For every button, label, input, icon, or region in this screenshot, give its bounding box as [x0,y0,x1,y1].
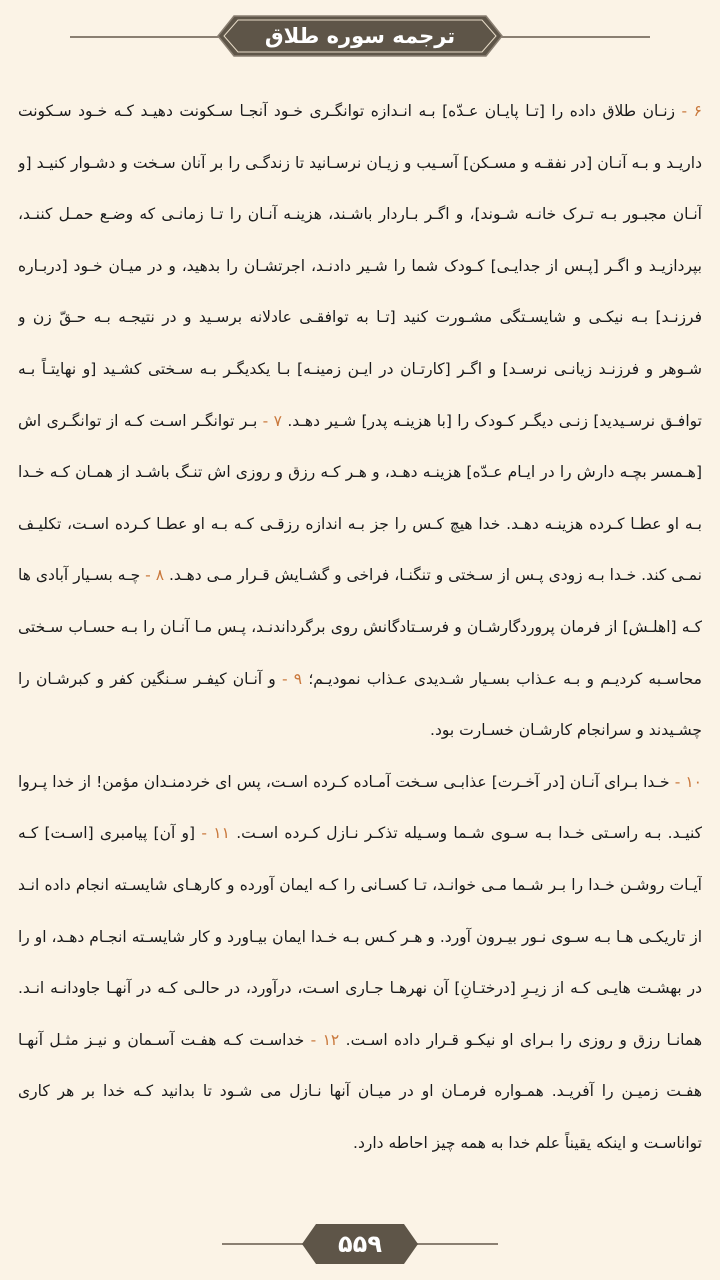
verse-number: ۹ - [281,669,303,688]
page-number-badge [300,1222,420,1266]
verse-number: ۶ - [681,102,702,120]
header-divider-left [70,36,220,38]
verse-text: خـدا بـرای آنـان [در آخـرت] عذابـی سـخت آمـاده کـرده اسـت، پس ای خردمنـدان مؤمن! از خدا پـروا کنیـد. بـه راسـتی خـدا بـه سـوی شـما وسـیله تذکـر نـازل کـرده اسـت. [18,772,702,843]
verse-text: زنـان طلاق داده را [تـا پایـان عـدّه] بـه انـدازه توانگـری خـود آنجـا سـکونت دهیـد کـه خـود سـکونت داریـد و بـه آنـان [در نفقـه و مسـکن] آسـیب و زیـان نرسـانید تا زندگـی را بر آنان سـخت و دشـوار کنیـد [و آنـان مجبـور بـه تـرک خانـه شـوند]، و اگـر بـاردار باشـند، هزینـه آنـان را تـا زمانـی که وضـع حمـل کننـد، بپردازیـد و اگـر [پـس از جدایـی] کـودک شما را شـیر دادنـد، اجرتشـان را بدهید، و در میـان خـود [دربـاره فرزنـد] بـه نیکـی و شایسـتگی مشـورت کنید [تـا به توافقـی عادلانه برسـید و در نتیجـه بـه حـقّ زن و شـوهر و فرزنـد زیانـی نرسـد] و اگـر [کارتـان در ایـن زمینـه] بـا یکدیگـر بـه سـختی کشـید [و نهایتـاً بـه توافـق نرسـیدید] زنـی دیگـر کـودک را [با هزینـه پدر] شـیر دهـد. [18,102,702,430]
verse-number: ۷ - [262,411,282,430]
verse-text: و آنـان کیفـر سـنگین کفر و کبرشـان را چشـیدند و سرانجام کارشـان خسـارت بود. [18,669,702,740]
page-number: ۵۵۹ [338,1230,382,1258]
verse-text: [و آن] پیامبری [اسـت] کـه آیـات روشـن خـدا را بـر شـما مـی خوانـد، تـا کسـانی را کـه ایمان آورده و کارهـای شایسـته انجام داده انـد از تاریکـی هـا بـه سـوی نـور بیـرون آورد. و هـر کـس بـه خـدا ایمان بیـاورد و کار شایسـته انجـام دهـد، او را در بهشـت هایـی کـه از زیـرِ [درختـانِ] آن نهرهـا جـاری اسـت، درآورد، در حالـی کـه در آنهـا جاودانـه انـد. همانـا رزق و روزی را بـرای او نیکـو قـرار داده اسـت. [18,824,702,1049]
footer [0,1222,720,1266]
verse-text: بـر توانگـر اسـت کـه از توانگـری اش [هـمسر بچـه دارش را در ایـام عـدّه] هزینـه دهـد، و هـر کـه رزق و روزی اش تنـگ باشـد از همـان کـه خـدا بـه او عطـا کـرده هزینـه دهـد. خدا هیچ کـس را جز بـه اندازه رزقـی کـه بـه او عطـا کـرده اسـت، تکلیـف نمـی کند. خـدا بـه زودی پـس از سـختی و تنگنـا، فراخی و گشـایش قـرار مـی دهـد. [18,411,702,585]
footer-divider-right [408,1243,498,1245]
verse-text: چـه بسـیار آبادی ها کـه [اهلـش] از فرمان پروردگارشـان و فرسـتادگانش روی برگرداندنـد، پـس مـا آنـان را بـه حسـاب سـختی محاسـبه کردیـم و بـه عـذاب بسـیار شـدیدی عـذاب نمودیـم؛ [18,566,702,688]
verse-text: خداسـت کـه هفـت آسـمان و نیـز مثـل آنهـا هفـت زمیـن را آفریـد. همـواره فرمـان او در میـان آنها نـازل می شـود تا بدانید کـه خدا بر هر کاری تواناسـت و اینکه یقیناً علم خدا به همه چیز احاطه دارد. [18,1030,702,1152]
translation-text [18,86,702,1196]
verse-number: ۱۲ - [310,1030,340,1049]
footer-divider-left [222,1243,312,1245]
header-divider-right [500,36,650,38]
verse-number: ۱۱ - [201,824,230,843]
page-title: ترجمه سوره طلاق [264,24,456,48]
header [0,12,720,62]
header-badge [216,14,504,58]
verse-number: ۸ - [145,566,165,585]
verse-number: ۱۰ - [674,772,702,791]
